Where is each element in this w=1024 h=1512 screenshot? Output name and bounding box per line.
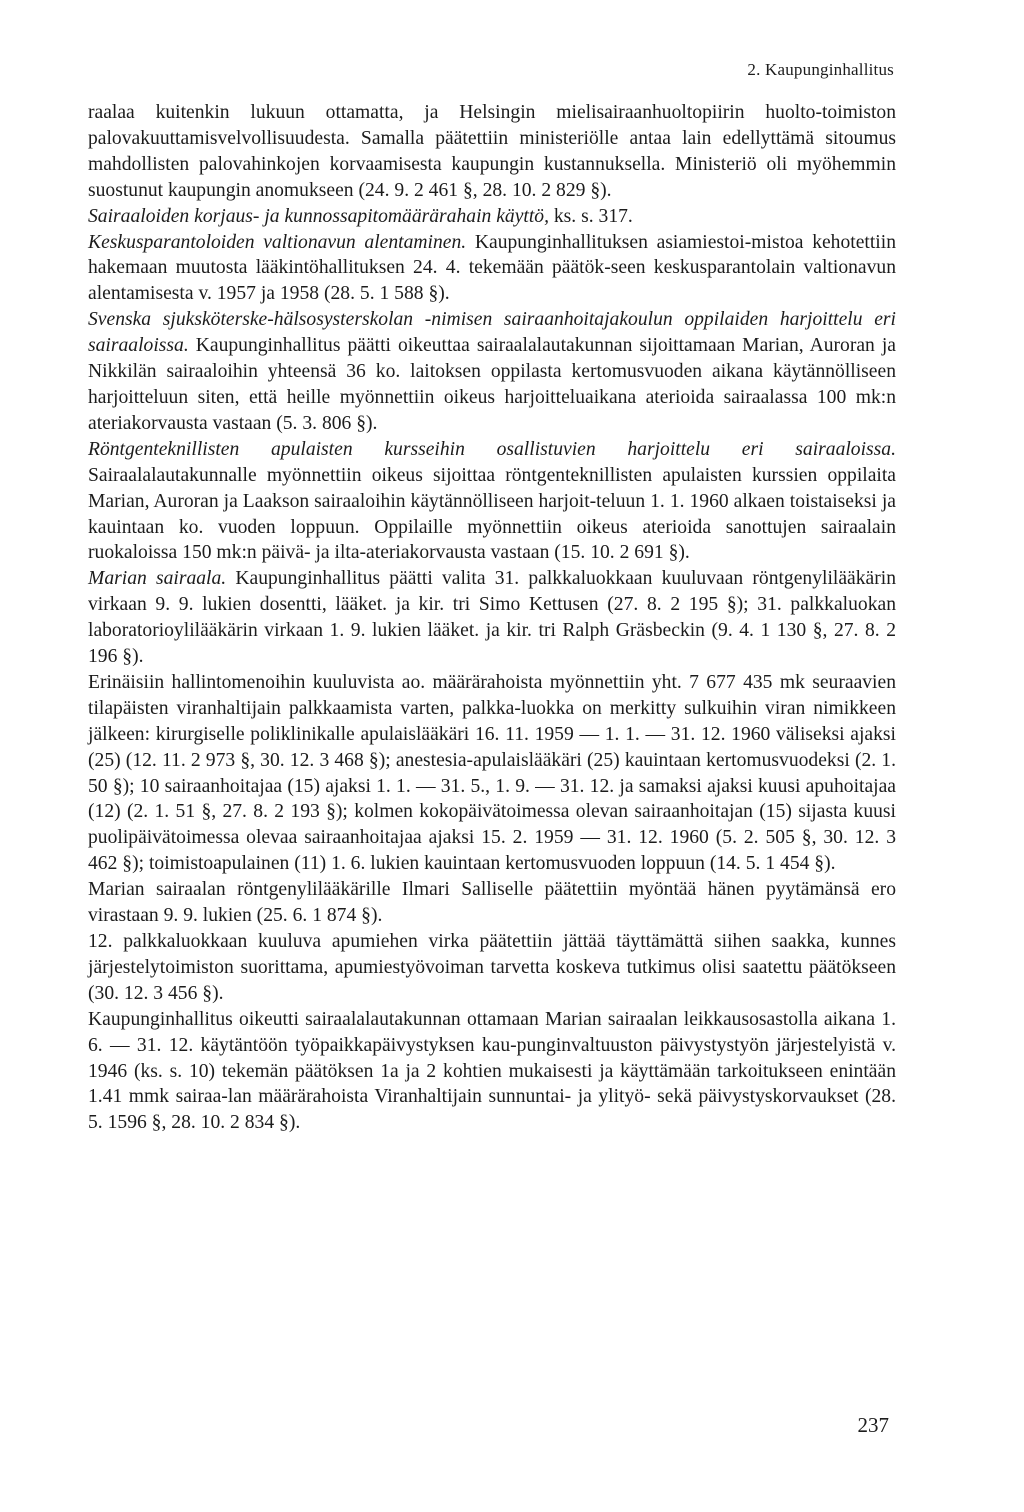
paragraph [88,307,896,437]
paragraph [88,877,896,929]
paragraph-text: Erinäisiin hallintomenoihin kuuluvista ao. määrärahoista myönnettiin yht. 7 677 435 mk seuraavien tilapäisten viranhaltijain palkkaamista varten, palkka-luokka on merkitty sulkuihin viran nimikkeen jälkeen: kirurgiselle poliklinikalle apulaislääkäri 16. 11. 1959 — 1. 1. — 31. 12. 1960 väliseksi ajaksi (25) (12. 11. 2 973 §, 30. 12. 3 468 §); anestesia-apulaislääkäri (25) kauintaan kertomusvuodeksi (2. 1. 50 §); 10 sairaanhoitajaa (15) ajaksi 1. 1. — 31. 5., 1. 9. — 31. 12. ja samaksi ajaksi kuusi apuhoitajaa (12) (2. 1. 51 §, 27. 8. 2 193 §); kolmen kokopäivätoimessa olevan sairaanhoitajan (15) sijasta kuusi puolipäivätoimessa olevaa sairaanhoitajaa ajaksi 15. 2. 1959 — 31. 12. 1960 (5. 2. 505 §, 30. 12. 3 462 §); toimistoapulainen (11) 1. 6. lukien kauintaan kertomusvuoden loppuun (14. 5. 1 454 §). [88,671,896,875]
paragraph-heading: Röntgenteknillisten apulaisten kursseihin osallistuvien harjoittelu eri sairaaloissa. [88,438,896,460]
running-head: 2. Kaupunginhallitus [747,60,894,79]
paragraph-text: Kaupunginhallitus päätti valita 31. palkkaluokkaan kuuluvaan röntgenylilääkärin virkaan 9. 9. lukien dosentti, lääket. ja kir. tri Simo Kettusen (27. 8. 2 195 §); 31. palkkaluokan laboratorioylilääkärin virkaan 1. 9. lukien lääket. ja kir. tri Ralph Gräsbeckin (9. 4. 1 130 §, 27. 8. 2 196 §). [88,568,897,668]
page-number: 237 [857,1413,889,1437]
body-text [88,100,896,1136]
paragraph [88,230,896,308]
paragraph [88,1007,896,1137]
paragraph-text: raalaa kuitenkin lukuun ottamatta, ja Helsingin mielisairaanhuoltopiirin huolto-toimiston palovakuuttamisvelvollisuudesta. Samalla päätettiin ministeriölle antaa lain edellyttämä sitoumus mahdollisten palovahinkojen korvaamisesta kaupungin kustannuksella. Ministeriö oli myöhemmin suostunut kaupungin anomukseen (24. 9. 2 461 §, 28. 10. 2 829 §). [88,102,896,201]
paragraph [88,929,896,1007]
paragraph [88,566,896,670]
paragraph [88,100,896,204]
paragraph-heading: Svenska sjuksköterske-hälsosysterskolan -nimisen sairaanhoitajakoulun oppilaiden harjoittelu eri sairaaloissa. [88,309,896,357]
paragraph-heading: Sairaaloiden korjaus- ja kunnossapitomäärärahain käyttö, [88,205,549,227]
paragraph-heading: Keskusparantoloiden valtionavun alentaminen. [88,231,467,253]
paragraph-text: Sairaalalautakunnalle myönnettiin oikeus sijoittaa röntgenteknillisten apulaisten kurssien oppilaita Marian, Auroran ja Laakson sairaaloihin käytännölliseen harjoit-teluun 1. 1. 1960 alkaen toistaiseksi ja kauintaan ko. vuoden loppuun. Oppilaille myönnettiin oikeus aterioida sanottujen sairaalain ruokaloissa 150 mk:n päivä- ja ilta-ateriakorvausta vastaan (15. 10. 2 691 §). [88,464,896,564]
paragraph-text: ks. s. 317. [548,205,633,227]
paragraph-text: Kaupunginhallitus päätti oikeuttaa sairaalalautakunnan sijoittamaan Marian, Auroran ja Nikkilän sairaaloihin yhteensä 36 ko. laitoksen oppilasta kertomusvuoden aikana käytännölliseen harjoitteluun siten, että heille myönnettiin oikeus harjoitteluaikana aterioida sairaalassa 100 mk:n ateriakorvausta vastaan (5. 3. 806 §). [88,335,896,434]
paragraph [88,204,896,230]
paragraph [88,670,896,877]
paragraph [88,437,896,567]
paragraph-text: Marian sairaalan röntgenylilääkärille Ilmari Salliselle päätettiin myöntää hänen pyytämänsä ero virastaan 9. 9. lukien (25. 6. 1 874 §). [88,879,896,927]
paragraph-text: 12. palkkaluokkaan kuuluva apumiehen virka päätettiin jättää täyttämättä siihen saakka, kunnes järjestelytoimiston suorittama, apumiestyövoiman tarvetta koskeva tutkimus olisi saatettu päätökseen (30. 12. 3 456 §). [88,931,896,1004]
paragraph-text: Kaupunginhallitus oikeutti sairaalalautakunnan ottamaan Marian sairaalan leikkausosastolla aikana 1. 6. — 31. 12. käytäntöön työpaikkapäivystyksen kau-punginvaltuuston päivystystyön järjestelyistä v. 1946 (ks. s. 10) tekemän päätöksen 1a ja 2 kohtien mukaisesti ja käyttämään tarkoitukseen enintään 1.41 mmk sairaa-lan määrärahoista Viranhaltijain sunnuntai- ja ylityö- sekä päivystyskorvaukset (28. 5. 1596 §, 28. 10. 2 834 §). [88,1008,896,1134]
paragraph-text: Kaupunginhallituksen asiamiestoi-mistoa kehotettiin hakemaan muutosta lääkintöhallituksen 24. 4. tekemään päätök-seen keskusparantolain valtionavun alentamisesta v. 1957 ja 1958 (28. 5. 1 588 §). [88,231,896,305]
paragraph-heading: Marian sairaala. [88,568,227,590]
